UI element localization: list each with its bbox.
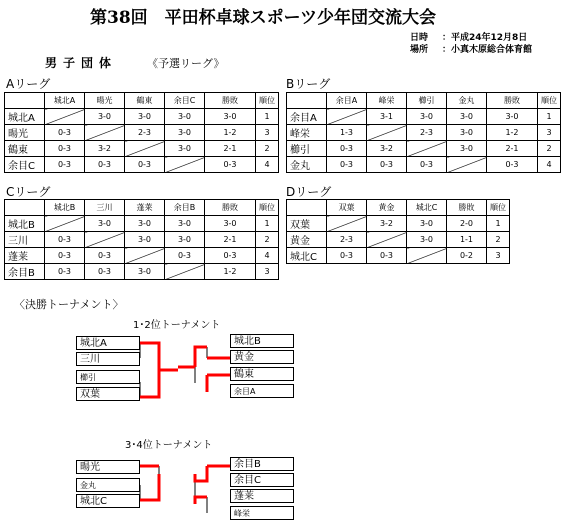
rank-cell: 2 xyxy=(487,232,510,248)
league-b-label: Bリーグ xyxy=(286,77,331,91)
score-cell: 0-3 xyxy=(367,248,407,264)
score-cell: 3-0 xyxy=(125,264,165,280)
score-cell: 3-0 xyxy=(447,125,487,141)
score-cell: 3-0 xyxy=(165,232,205,248)
bracket-12-right-team: 余目A xyxy=(230,384,294,398)
rank-cell: 4 xyxy=(256,157,279,173)
rank-cell: 3 xyxy=(487,248,510,264)
header-cell: 双葉 xyxy=(327,200,367,216)
team-name: 黄金 xyxy=(287,232,327,248)
record-cell: 1-2 xyxy=(205,125,256,141)
team-name: 暘光 xyxy=(5,125,45,141)
score-cell: 0-3 xyxy=(125,157,165,173)
score-cell: 3-0 xyxy=(85,109,125,125)
bracket-34-left-team: 暘光 xyxy=(76,460,140,474)
bracket-12-left-team: 三川 xyxy=(76,352,140,366)
rank-cell: 3 xyxy=(538,125,561,141)
score-cell: 0-3 xyxy=(45,125,85,141)
team-name: 鶴東 xyxy=(5,141,45,157)
rank-cell: 4 xyxy=(256,248,279,264)
date-label: 日時 xyxy=(410,33,429,43)
score-cell: 2-3 xyxy=(125,125,165,141)
score-cell: 3-0 xyxy=(125,232,165,248)
score-cell: 3-0 xyxy=(447,109,487,125)
header-cell: 勝敗 xyxy=(205,93,256,109)
rank-cell: 1 xyxy=(538,109,561,125)
header-cell: 余目A xyxy=(327,93,367,109)
header-cell: 城北A xyxy=(45,93,85,109)
record-cell: 0-3 xyxy=(205,157,256,173)
bracket-12-title: 1･2位トーナメント xyxy=(133,320,221,331)
record-cell: 3-0 xyxy=(205,216,256,232)
date-value: ：平成24年12月8日 xyxy=(442,33,528,43)
team-name: 城北C xyxy=(287,248,327,264)
score-cell: 0-3 xyxy=(85,264,125,280)
record-cell: 1-2 xyxy=(487,125,538,141)
header-cell: 順位 xyxy=(487,200,510,216)
bracket-34-right-team: 余目B xyxy=(230,457,294,471)
score-cell: 0-3 xyxy=(165,248,205,264)
team-name: 金丸 xyxy=(287,157,327,173)
score-cell: 2-3 xyxy=(407,125,447,141)
bracket-34-left-team: 金丸 xyxy=(76,478,140,492)
score-cell: 3-0 xyxy=(447,141,487,157)
score-cell: 0-3 xyxy=(45,264,85,280)
league-d-label: Dリーグ xyxy=(286,185,332,199)
place-label: 場所 xyxy=(410,45,429,55)
event-subtitle: 男子団体 xyxy=(45,56,118,70)
score-cell: 3-0 xyxy=(125,109,165,125)
header-cell: 順位 xyxy=(256,200,279,216)
league-c-label: Cリーグ xyxy=(6,185,51,199)
score-cell: 3-0 xyxy=(165,216,205,232)
rank-cell: 2 xyxy=(256,141,279,157)
rank-cell: 1 xyxy=(487,216,510,232)
final-tournament-label: 〈決勝トーナメント〉 xyxy=(14,298,124,311)
score-cell: 3-0 xyxy=(407,109,447,125)
rank-cell: 4 xyxy=(538,157,561,173)
score-cell: 3-0 xyxy=(85,216,125,232)
record-cell: 1-2 xyxy=(205,264,256,280)
record-cell: 2-1 xyxy=(205,141,256,157)
record-cell: 3-0 xyxy=(487,109,538,125)
score-cell: 1-3 xyxy=(327,125,367,141)
rank-cell: 1 xyxy=(256,216,279,232)
score-cell: 0-3 xyxy=(327,141,367,157)
record-cell: 1-1 xyxy=(447,232,487,248)
header-cell: 勝敗 xyxy=(447,200,487,216)
header-cell: 黄金 xyxy=(367,200,407,216)
score-cell: 0-3 xyxy=(45,232,85,248)
score-cell: 3-2 xyxy=(85,141,125,157)
bracket-34-title: 3･4位トーナメント xyxy=(125,440,213,451)
header-cell: 城北C xyxy=(407,200,447,216)
score-cell: 3-0 xyxy=(165,141,205,157)
team-name: 城北B xyxy=(5,216,45,232)
bracket-34-right-team: 余目C xyxy=(230,473,294,487)
place-value: ：小真木原総合体育館 xyxy=(442,45,533,55)
header-cell: 峰栄 xyxy=(367,93,407,109)
team-name: 余目B xyxy=(5,264,45,280)
header-cell: 余目C xyxy=(165,93,205,109)
record-cell: 0-3 xyxy=(205,248,256,264)
header-cell: 勝敗 xyxy=(487,93,538,109)
bracket-12-left-team: 櫛引 xyxy=(76,370,140,384)
score-cell: 0-3 xyxy=(45,248,85,264)
score-cell: 3-0 xyxy=(165,109,205,125)
team-name: 余目A xyxy=(287,109,327,125)
rank-cell: 1 xyxy=(256,109,279,125)
score-cell: 3-1 xyxy=(367,109,407,125)
bracket-34-right-team: 峰栄 xyxy=(230,506,294,520)
bracket-34-left-team: 城北C xyxy=(76,494,140,508)
team-name: 三川 xyxy=(5,232,45,248)
team-name: 余目C xyxy=(5,157,45,173)
score-cell: 3-0 xyxy=(125,216,165,232)
record-cell: 2-1 xyxy=(487,141,538,157)
league-a-label: Aリーグ xyxy=(6,77,51,91)
score-cell: 0-3 xyxy=(45,141,85,157)
score-cell: 3-0 xyxy=(407,216,447,232)
header-cell: 城北B xyxy=(45,200,85,216)
score-cell: 3-0 xyxy=(165,125,205,141)
score-cell: 0-3 xyxy=(45,157,85,173)
rank-cell: 2 xyxy=(256,232,279,248)
score-cell: 0-3 xyxy=(407,157,447,173)
winner-lines xyxy=(140,343,230,504)
score-cell: 0-3 xyxy=(367,157,407,173)
bracket-12-left-team: 双葉 xyxy=(76,387,140,401)
team-name: 峰栄 xyxy=(287,125,327,141)
score-cell: 0-3 xyxy=(327,248,367,264)
header-cell: 櫛引 xyxy=(407,93,447,109)
page-title: 第38回 平田杯卓球スポーツ少年団交流大会 xyxy=(90,8,436,28)
rank-cell: 3 xyxy=(256,264,279,280)
header-cell: 金丸 xyxy=(447,93,487,109)
score-cell: 0-3 xyxy=(85,248,125,264)
bracket-12-right-team: 城北B xyxy=(230,334,294,348)
score-cell: 3-0 xyxy=(407,232,447,248)
record-cell: 0-2 xyxy=(447,248,487,264)
header-cell: 余目B xyxy=(165,200,205,216)
header-cell: 蓬莱 xyxy=(125,200,165,216)
header-cell: 順位 xyxy=(256,93,279,109)
bracket-12-left-team: 城北A xyxy=(76,336,140,350)
team-name: 双葉 xyxy=(287,216,327,232)
score-cell: 3-2 xyxy=(367,216,407,232)
team-name: 城北A xyxy=(5,109,45,125)
score-cell: 2-3 xyxy=(327,232,367,248)
record-cell: 2-0 xyxy=(447,216,487,232)
team-name: 蓬莱 xyxy=(5,248,45,264)
team-name: 櫛引 xyxy=(287,141,327,157)
header-cell: 順位 xyxy=(538,93,561,109)
record-cell: 3-0 xyxy=(205,109,256,125)
header-cell: 勝敗 xyxy=(205,200,256,216)
rank-cell: 2 xyxy=(538,141,561,157)
bracket-12-right-team: 黄金 xyxy=(230,350,294,364)
header-cell: 鶴東 xyxy=(125,93,165,109)
header-cell: 三川 xyxy=(85,200,125,216)
score-cell: 0-3 xyxy=(327,157,367,173)
rank-cell: 3 xyxy=(256,125,279,141)
bracket-12-right-team: 鶴東 xyxy=(230,367,294,381)
bracket-34-right-team: 蓬莱 xyxy=(230,489,294,503)
score-cell: 0-3 xyxy=(85,157,125,173)
header-cell: 暘光 xyxy=(85,93,125,109)
record-cell: 0-3 xyxy=(487,157,538,173)
record-cell: 2-1 xyxy=(205,232,256,248)
score-cell: 3-2 xyxy=(367,141,407,157)
stage-subtitle: 《予選リーグ》 xyxy=(147,57,225,70)
